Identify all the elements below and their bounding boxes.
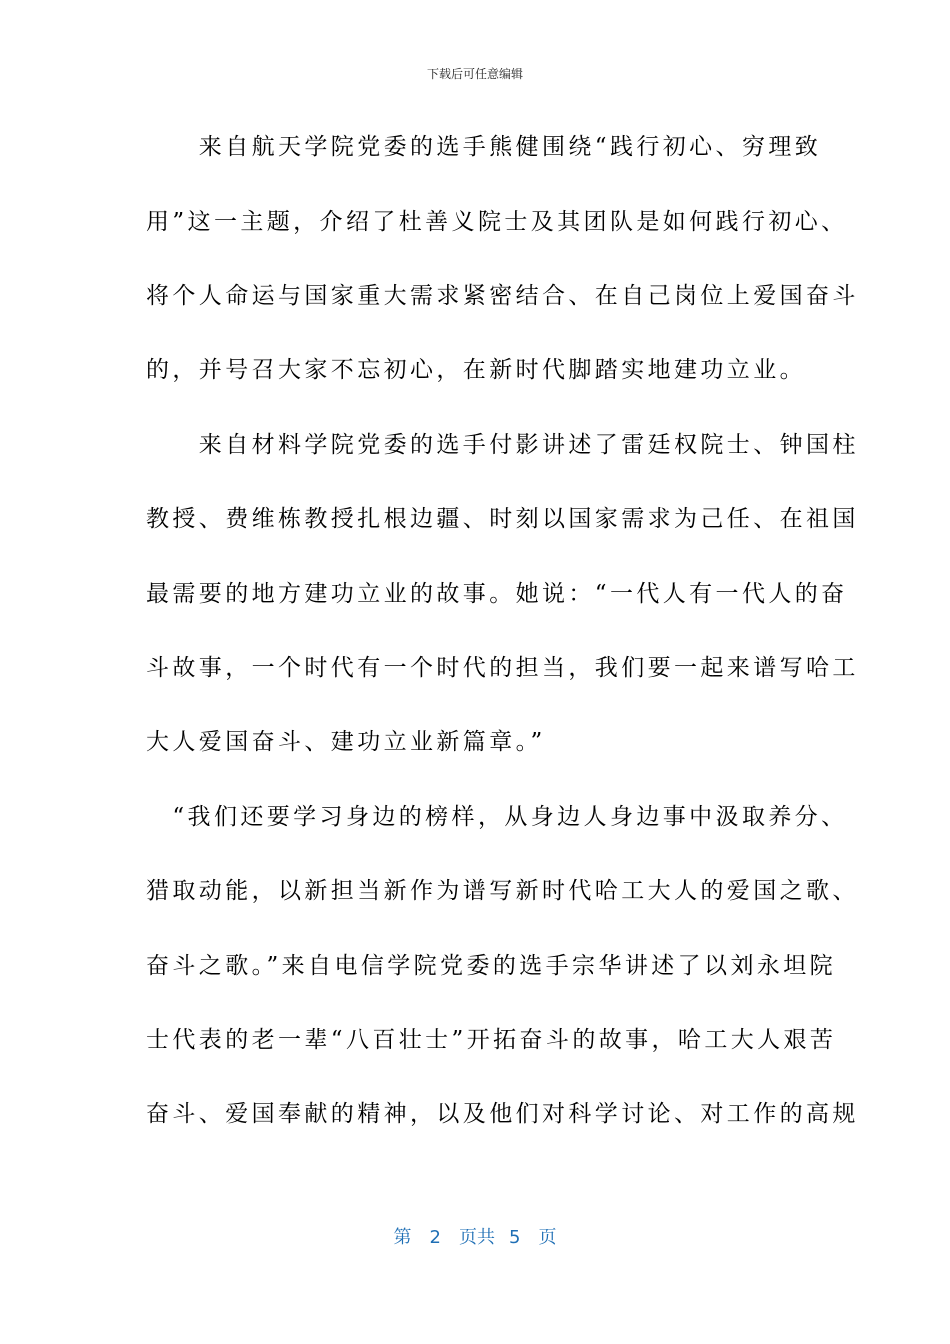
page-header: 下载后可任意编辑 [426, 67, 523, 81]
body-line: 教授、费维栋教授扎根边疆、时刻以国家需求为己任、在祖国 [146, 506, 859, 532]
footer-prefix: 第 [393, 1227, 412, 1248]
page-footer [0, 1227, 950, 1249]
body-line: 奋斗之歌。”来自电信学院党委的选手宗华讲述了以刘永坦院 [146, 953, 837, 979]
footer-total-pages: 5 [509, 1227, 521, 1248]
body-line: 将个人命运与国家重大需求紧密结合、在自己岗位上爱国奋斗 [146, 283, 859, 309]
body-line: 用”这一主题，介绍了杜善义院士及其团队是如何践行初心、 [146, 209, 848, 235]
body-line: 的，并号召大家不忘初心，在新时代脚踏实地建功立业。 [146, 357, 806, 383]
body-line: 来自材料学院党委的选手付影讲述了雷廷权院士、钟国柱 [146, 432, 859, 458]
footer-suffix: 页 [538, 1227, 557, 1248]
body-line: 大人爱国奋斗、建功立业新篇章。” [146, 729, 546, 755]
body-line: 来自航天学院党委的选手熊健围绕“践行初心、穷理致 [146, 134, 822, 160]
body-line: “我们还要学习身边的榜样，从身边人身边事中汲取养分、 [146, 804, 848, 830]
body-line: 猎取动能，以新担当新作为谱写新时代哈工大人的爱国之歌、 [146, 878, 859, 904]
body-line: 士代表的老一辈“八百壮士”开拓奋斗的故事，哈工大人艰苦 [146, 1027, 837, 1053]
footer-middle: 页共 [459, 1227, 495, 1248]
body-line: 奋斗、爱国奉献的精神，以及他们对科学讨论、对工作的高规 [146, 1101, 859, 1127]
body-line: 最需要的地方建功立业的故事。她说：“一代人有一代人的奋 [146, 581, 848, 607]
footer-page-number: 2 [429, 1227, 441, 1248]
body-line: 斗故事，一个时代有一个时代的担当，我们要一起来谱写哈工 [146, 655, 859, 681]
